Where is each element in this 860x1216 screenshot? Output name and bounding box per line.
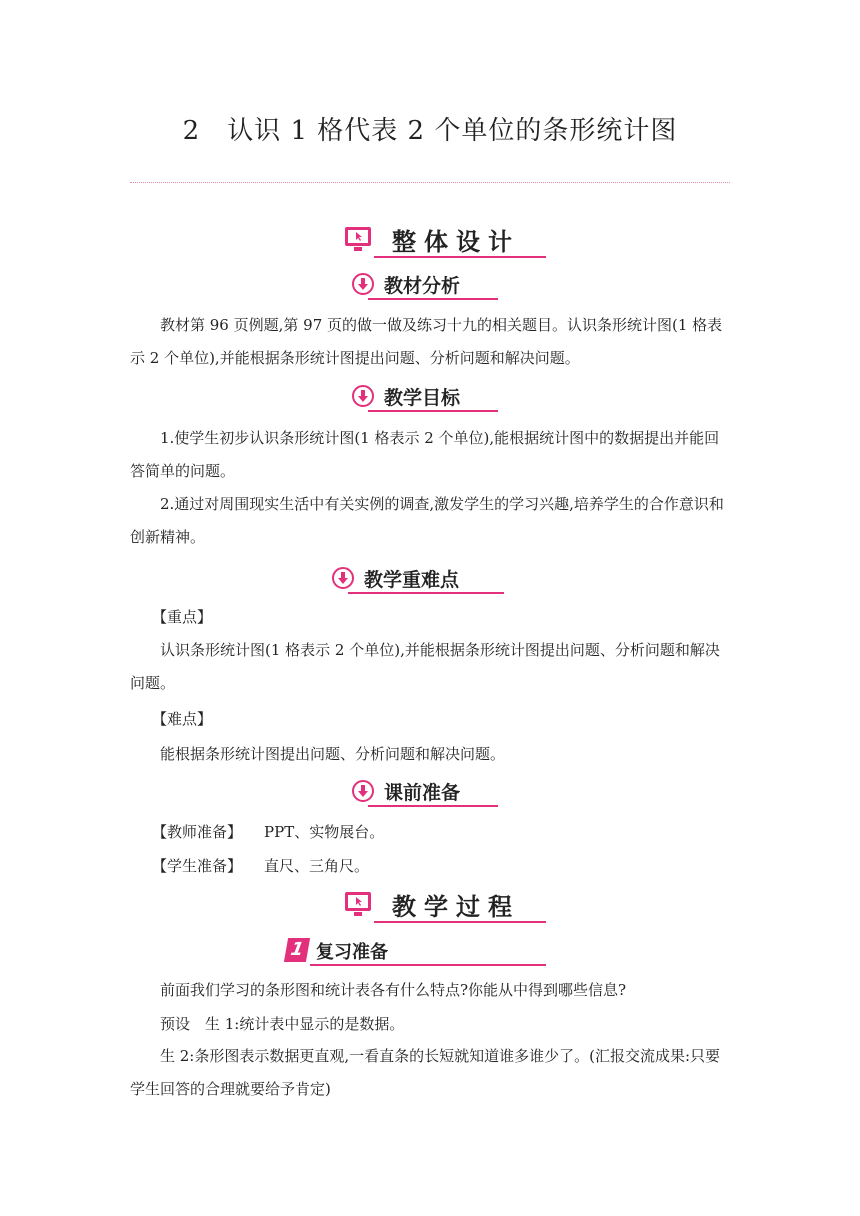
subheading-key-points — [332, 565, 502, 597]
heading-underline — [310, 964, 546, 966]
key-label: 【重点】 — [152, 608, 213, 626]
review-question: 前面我们学习的条形图和统计表各有什么特点?你能从中得到哪些信息? — [160, 981, 627, 999]
goal-item: 1.使学生初步认识条形统计图(1 格表示 2 个单位),能根据统计图中的数据提出并能回答简单的问题。 — [130, 429, 720, 480]
student-prep-line — [152, 856, 369, 876]
section-heading-process — [344, 887, 554, 927]
step-label: 复习准备 — [316, 942, 388, 963]
subheading-label: 课前准备 — [384, 782, 461, 804]
heading-underline — [368, 298, 498, 300]
section-title: 整体设计 — [392, 228, 520, 256]
student-prep-text: 直尺、三角尺。 — [264, 857, 370, 875]
subheading-preparation — [352, 778, 502, 810]
goal-item: 2.通过对周围现实生活中有关实例的调查,激发学生的学习兴趣,培养学生的合作意识和创新精神。 — [130, 495, 724, 546]
title-divider — [130, 182, 730, 183]
subheading-goals — [352, 383, 502, 415]
heading-underline — [374, 921, 546, 923]
student-prep-label: 【学生准备】 — [152, 857, 243, 875]
heading-underline — [348, 592, 504, 594]
step-heading-1 — [286, 938, 548, 968]
difficult-text: 能根据条形统计图提出问题、分析问题和解决问题。 — [160, 745, 506, 763]
down-arrow-icon — [352, 385, 374, 407]
teacher-prep-label: 【教师准备】 — [152, 823, 243, 841]
down-arrow-icon — [332, 567, 354, 589]
monitor-icon — [344, 891, 372, 917]
down-arrow-icon — [352, 273, 374, 295]
preset-answer-1: 预设 生 1:统计表中显示的是数据。 — [160, 1015, 405, 1033]
heading-underline — [374, 256, 546, 258]
section-title: 教学过程 — [392, 893, 520, 921]
subheading-label: 教学目标 — [384, 387, 461, 409]
heading-underline — [368, 805, 498, 807]
subheading-analysis — [352, 271, 502, 303]
down-arrow-icon — [352, 780, 374, 802]
key-text: 认识条形统计图(1 格表示 2 个单位),并能根据条形统计图提出问题、分析问题和解决问题。 — [130, 641, 720, 692]
heading-underline — [368, 410, 498, 412]
teacher-prep-text: PPT、实物展台。 — [264, 823, 385, 841]
difficult-label: 【难点】 — [152, 710, 213, 728]
page-title: 2 认识 1 格代表 2 个单位的条形统计图 — [182, 116, 678, 146]
section-heading-overall — [344, 222, 554, 262]
preset-answer-2: 生 2:条形图表示数据更直观,一看直条的长短就知道谁多谁少了。(汇报交流成果:只要学生回答的合理就要给予肯定) — [130, 1047, 721, 1098]
analysis-text: 教材第 96 页例题,第 97 页的做一做及练习十九的相关题目。认识条形统计图(1 格表示 2 个单位),并能根据条形统计图提出问题、分析问题和解决问题。 — [130, 316, 723, 367]
subheading-label: 教材分析 — [384, 275, 461, 297]
teacher-prep-line — [152, 822, 384, 842]
step-number-badge: 1 — [284, 938, 310, 962]
monitor-icon — [344, 226, 372, 252]
subheading-label: 教学重难点 — [364, 569, 460, 591]
